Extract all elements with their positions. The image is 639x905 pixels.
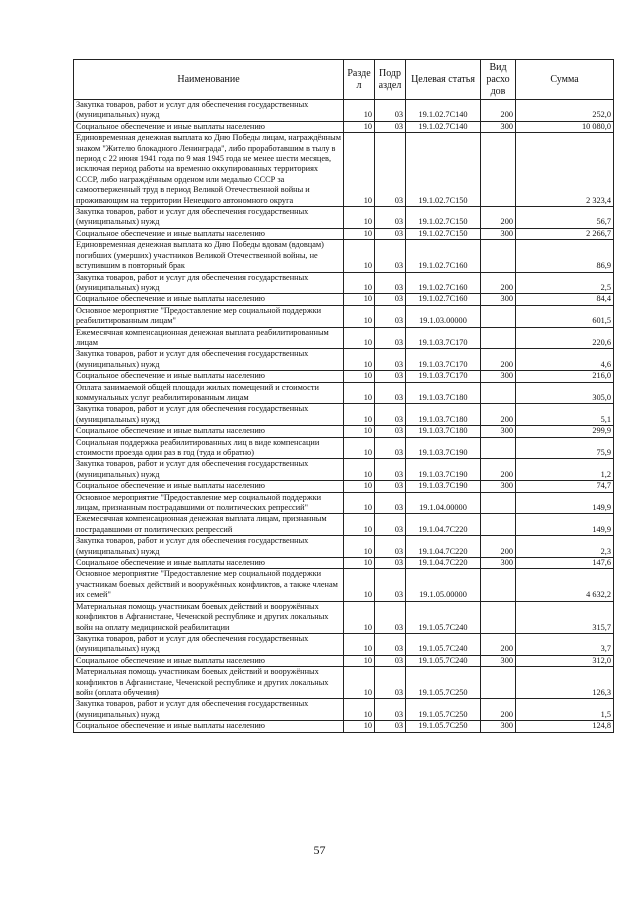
- cell-amount: 3,7: [516, 633, 614, 655]
- cell-expense-type: [481, 327, 516, 349]
- cell-target: 19.1.03.7С190: [406, 459, 481, 481]
- cell-name: Закупка товаров, работ и услуг для обеспечения государственных (муниципальных) нужд: [74, 536, 344, 558]
- cell-target: 19.1.02.7С140: [406, 100, 481, 122]
- cell-subsection: 03: [375, 100, 406, 122]
- cell-expense-type: 200: [481, 536, 516, 558]
- table-row: [74, 536, 614, 558]
- cell-name: Социальная поддержка реабилитированных лиц в виде компенсации стоимости проезда один раз в год (туда и обратно): [74, 437, 344, 459]
- table-row: [74, 601, 614, 633]
- column-header-name: Наименование: [74, 60, 344, 100]
- cell-subsection: 03: [375, 721, 406, 732]
- cell-subsection: 03: [375, 699, 406, 721]
- column-header-section: Разде л: [344, 60, 375, 100]
- cell-expense-type: 200: [481, 207, 516, 229]
- cell-name: Социальное обеспечение и иные выплаты населению: [74, 294, 344, 305]
- cell-expense-type: 200: [481, 349, 516, 371]
- cell-expense-type: 200: [481, 272, 516, 294]
- table-row: [74, 699, 614, 721]
- cell-subsection: 03: [375, 536, 406, 558]
- cell-name: Закупка товаров, работ и услуг для обеспечения государственных (муниципальных) нужд: [74, 207, 344, 229]
- table-row: [74, 633, 614, 655]
- cell-target: 19.1.02.7С150: [406, 228, 481, 239]
- cell-subsection: 03: [375, 371, 406, 382]
- cell-expense-type: [481, 601, 516, 633]
- cell-subsection: 03: [375, 655, 406, 666]
- cell-subsection: 03: [375, 294, 406, 305]
- cell-amount: 305,0: [516, 382, 614, 404]
- cell-subsection: 03: [375, 492, 406, 514]
- cell-expense-type: 200: [481, 459, 516, 481]
- cell-amount: 75,9: [516, 437, 614, 459]
- cell-section: 10: [344, 371, 375, 382]
- cell-subsection: 03: [375, 240, 406, 272]
- table-row: [74, 294, 614, 305]
- cell-section: 10: [344, 228, 375, 239]
- cell-amount: 1,5: [516, 699, 614, 721]
- cell-expense-type: 200: [481, 633, 516, 655]
- cell-amount: 86,9: [516, 240, 614, 272]
- cell-name: Закупка товаров, работ и услуг для обеспечения государственных (муниципальных) нужд: [74, 404, 344, 426]
- cell-expense-type: [481, 133, 516, 207]
- cell-target: 19.1.05.7С240: [406, 633, 481, 655]
- cell-name: Оплата занимаемой общей площади жилых помещений и стоимости коммунальных услуг реабилитированным лицам: [74, 382, 344, 404]
- cell-name: Закупка товаров, работ и услуг для обеспечения государственных (муниципальных) нужд: [74, 349, 344, 371]
- cell-amount: 2,5: [516, 272, 614, 294]
- table-row: [74, 327, 614, 349]
- cell-expense-type: [481, 382, 516, 404]
- cell-section: 10: [344, 633, 375, 655]
- cell-subsection: 03: [375, 349, 406, 371]
- cell-target: 19.1.03.7С190: [406, 481, 481, 492]
- cell-name: Ежемесячная компенсационная денежная выплата реабилитированным лицам: [74, 327, 344, 349]
- cell-section: 10: [344, 569, 375, 601]
- cell-amount: 147,6: [516, 558, 614, 569]
- cell-amount: 2 323,4: [516, 133, 614, 207]
- cell-name: Закупка товаров, работ и услуг для обеспечения государственных (муниципальных) нужд: [74, 459, 344, 481]
- budget-table: [73, 59, 614, 733]
- cell-subsection: 03: [375, 667, 406, 699]
- cell-expense-type: [481, 437, 516, 459]
- cell-subsection: 03: [375, 228, 406, 239]
- cell-amount: 601,5: [516, 305, 614, 327]
- cell-section: 10: [344, 655, 375, 666]
- cell-subsection: 03: [375, 558, 406, 569]
- cell-section: 10: [344, 426, 375, 437]
- cell-section: 10: [344, 459, 375, 481]
- cell-amount: 5,1: [516, 404, 614, 426]
- cell-expense-type: [481, 514, 516, 536]
- table-row: [74, 655, 614, 666]
- cell-target: 19.1.03.7С190: [406, 437, 481, 459]
- cell-expense-type: 300: [481, 294, 516, 305]
- cell-section: 10: [344, 699, 375, 721]
- cell-amount: 2 266,7: [516, 228, 614, 239]
- cell-target: 19.1.05.7С240: [406, 601, 481, 633]
- column-header-subsection: Подр аздел: [375, 60, 406, 100]
- cell-expense-type: [481, 240, 516, 272]
- cell-target: 19.1.03.7С170: [406, 327, 481, 349]
- cell-amount: 312,0: [516, 655, 614, 666]
- cell-section: 10: [344, 349, 375, 371]
- cell-target: 19.1.05.00000: [406, 569, 481, 601]
- cell-name: Социальное обеспечение и иные выплаты населению: [74, 228, 344, 239]
- cell-section: 10: [344, 437, 375, 459]
- cell-section: 10: [344, 601, 375, 633]
- cell-section: 10: [344, 536, 375, 558]
- cell-expense-type: [481, 492, 516, 514]
- cell-subsection: 03: [375, 459, 406, 481]
- cell-target: 19.1.03.00000: [406, 305, 481, 327]
- page-number: 57: [313, 843, 326, 857]
- table-row: [74, 382, 614, 404]
- cell-amount: 220,6: [516, 327, 614, 349]
- cell-section: 10: [344, 404, 375, 426]
- column-header-amount: Сумма: [516, 60, 614, 100]
- cell-subsection: 03: [375, 382, 406, 404]
- cell-name: Социальное обеспечение и иные выплаты населению: [74, 721, 344, 732]
- cell-name: Основное мероприятие "Предоставление мер социальной поддержки участникам боевых действий и вооружённых конфликтов, а также членам их семей": [74, 569, 344, 601]
- table-header-row: [74, 60, 614, 100]
- cell-expense-type: 300: [481, 481, 516, 492]
- cell-subsection: 03: [375, 121, 406, 132]
- cell-amount: 10 080,0: [516, 121, 614, 132]
- cell-name: Социальное обеспечение и иные выплаты населению: [74, 426, 344, 437]
- table-row: [74, 240, 614, 272]
- cell-section: 10: [344, 240, 375, 272]
- cell-section: 10: [344, 327, 375, 349]
- cell-target: 19.1.03.7С180: [406, 426, 481, 437]
- cell-section: 10: [344, 294, 375, 305]
- cell-target: 19.1.04.7С220: [406, 536, 481, 558]
- cell-name: Единовременная денежная выплата ко Дню Победы лицам, награждённым знаком "Жителю блокадного Ленинграда", либо проработавшим в тылу в период с 22 июня 1941 года по 9 мая 1945 года не менее шести месяцев, исключая период работы на временно оккупированных территориях СССР, либо награждённым орденом или медалью СССР за самоотверженный труд в период Великой Отечественной войны и проживающим на территории Ненецкого автономного округа: [74, 133, 344, 207]
- cell-expense-type: 200: [481, 100, 516, 122]
- cell-expense-type: 300: [481, 558, 516, 569]
- cell-section: 10: [344, 481, 375, 492]
- cell-amount: 216,0: [516, 371, 614, 382]
- cell-amount: 84,4: [516, 294, 614, 305]
- table-row: [74, 133, 614, 207]
- cell-section: 10: [344, 133, 375, 207]
- cell-section: 10: [344, 121, 375, 132]
- cell-subsection: 03: [375, 437, 406, 459]
- cell-subsection: 03: [375, 633, 406, 655]
- table-row: [74, 481, 614, 492]
- cell-target: 19.1.05.7С250: [406, 667, 481, 699]
- cell-subsection: 03: [375, 272, 406, 294]
- cell-target: 19.1.05.7С240: [406, 655, 481, 666]
- cell-amount: 149,9: [516, 492, 614, 514]
- cell-target: 19.1.03.7С180: [406, 404, 481, 426]
- cell-section: 10: [344, 721, 375, 732]
- cell-section: 10: [344, 558, 375, 569]
- cell-target: 19.1.02.7С160: [406, 294, 481, 305]
- cell-expense-type: 300: [481, 121, 516, 132]
- table-row: [74, 349, 614, 371]
- cell-subsection: 03: [375, 569, 406, 601]
- cell-expense-type: [481, 569, 516, 601]
- cell-target: 19.1.04.7С220: [406, 514, 481, 536]
- cell-expense-type: 300: [481, 655, 516, 666]
- cell-amount: 2,3: [516, 536, 614, 558]
- cell-subsection: 03: [375, 481, 406, 492]
- cell-target: 19.1.04.7С220: [406, 558, 481, 569]
- column-header-expense-type: Вид расхо дов: [481, 60, 516, 100]
- cell-target: 19.1.05.7С250: [406, 721, 481, 732]
- table-row: [74, 426, 614, 437]
- cell-name: Социальное обеспечение и иные выплаты населению: [74, 481, 344, 492]
- table-row: [74, 459, 614, 481]
- cell-subsection: 03: [375, 305, 406, 327]
- table-row: [74, 558, 614, 569]
- cell-target: 19.1.03.7С170: [406, 371, 481, 382]
- cell-expense-type: 200: [481, 699, 516, 721]
- cell-expense-type: 300: [481, 721, 516, 732]
- table-row: [74, 272, 614, 294]
- cell-section: 10: [344, 382, 375, 404]
- cell-amount: 74,7: [516, 481, 614, 492]
- cell-name: Закупка товаров, работ и услуг для обеспечения государственных (муниципальных) нужд: [74, 272, 344, 294]
- cell-subsection: 03: [375, 601, 406, 633]
- table-row: [74, 121, 614, 132]
- cell-section: 10: [344, 667, 375, 699]
- cell-expense-type: 200: [481, 404, 516, 426]
- cell-name: Закупка товаров, работ и услуг для обеспечения государственных (муниципальных) нужд: [74, 100, 344, 122]
- table-row: [74, 100, 614, 122]
- table-row: [74, 437, 614, 459]
- cell-section: 10: [344, 492, 375, 514]
- cell-expense-type: 300: [481, 228, 516, 239]
- table-row: [74, 721, 614, 732]
- cell-target: 19.1.03.7С170: [406, 349, 481, 371]
- cell-amount: 124,8: [516, 721, 614, 732]
- cell-name: Социальное обеспечение и иные выплаты населению: [74, 371, 344, 382]
- cell-amount: 299,9: [516, 426, 614, 437]
- cell-target: 19.1.03.7С180: [406, 382, 481, 404]
- cell-amount: 315,7: [516, 601, 614, 633]
- table-row: [74, 514, 614, 536]
- cell-target: 19.1.04.00000: [406, 492, 481, 514]
- cell-subsection: 03: [375, 327, 406, 349]
- cell-expense-type: 300: [481, 371, 516, 382]
- cell-subsection: 03: [375, 133, 406, 207]
- cell-target: 19.1.05.7С250: [406, 699, 481, 721]
- cell-expense-type: [481, 305, 516, 327]
- cell-subsection: 03: [375, 514, 406, 536]
- table-row: [74, 207, 614, 229]
- cell-amount: 126,3: [516, 667, 614, 699]
- cell-name: Социальное обеспечение и иные выплаты населению: [74, 558, 344, 569]
- cell-subsection: 03: [375, 404, 406, 426]
- cell-subsection: 03: [375, 207, 406, 229]
- table-row: [74, 569, 614, 601]
- column-header-target: Целевая статья: [406, 60, 481, 100]
- table-row: [74, 492, 614, 514]
- table-body: [74, 100, 614, 733]
- cell-name: Социальное обеспечение и иные выплаты населению: [74, 655, 344, 666]
- table-row: [74, 667, 614, 699]
- table-row: [74, 404, 614, 426]
- cell-target: 19.1.02.7С150: [406, 133, 481, 207]
- table-row: [74, 305, 614, 327]
- cell-section: 10: [344, 514, 375, 536]
- cell-amount: 4 632,2: [516, 569, 614, 601]
- cell-expense-type: 300: [481, 426, 516, 437]
- cell-name: Социальное обеспечение и иные выплаты населению: [74, 121, 344, 132]
- cell-target: 19.1.02.7С160: [406, 272, 481, 294]
- cell-name: Ежемесячная компенсационная денежная выплата лицам, признанным пострадавшими от политических репрессий: [74, 514, 344, 536]
- cell-amount: 252,0: [516, 100, 614, 122]
- table-row: [74, 228, 614, 239]
- cell-amount: 1,2: [516, 459, 614, 481]
- table-row: [74, 371, 614, 382]
- cell-section: 10: [344, 272, 375, 294]
- cell-expense-type: [481, 667, 516, 699]
- cell-amount: 4,6: [516, 349, 614, 371]
- cell-name: Основное мероприятие "Предоставление мер социальной поддержки реабилитированным лицам": [74, 305, 344, 327]
- cell-name: Основное мероприятие "Предоставление мер социальной поддержки лицам, признанным пострадавшими от политических репрессий": [74, 492, 344, 514]
- cell-subsection: 03: [375, 426, 406, 437]
- cell-section: 10: [344, 100, 375, 122]
- cell-target: 19.1.02.7С140: [406, 121, 481, 132]
- cell-name: Закупка товаров, работ и услуг для обеспечения государственных (муниципальных) нужд: [74, 699, 344, 721]
- cell-amount: 149,9: [516, 514, 614, 536]
- cell-section: 10: [344, 305, 375, 327]
- cell-target: 19.1.02.7С160: [406, 240, 481, 272]
- cell-section: 10: [344, 207, 375, 229]
- cell-target: 19.1.02.7С150: [406, 207, 481, 229]
- cell-amount: 56,7: [516, 207, 614, 229]
- cell-name: Закупка товаров, работ и услуг для обеспечения государственных (муниципальных) нужд: [74, 633, 344, 655]
- cell-name: Материальная помощь участникам боевых действий и вооружённых конфликтов в Афганистане, Чеченской республике и других локальных войн (оплата обучения): [74, 667, 344, 699]
- cell-name: Материальная помощь участникам боевых действий и вооружённых конфликтов в Афганистане, Чеченской республике и других локальных войн на оплату медицинской реабилитации: [74, 601, 344, 633]
- cell-name: Единовременная денежная выплата ко Дню Победы вдовам (вдовцам) погибших (умерших) участников Великой Отечественной войны, не вступившим в повторный брак: [74, 240, 344, 272]
